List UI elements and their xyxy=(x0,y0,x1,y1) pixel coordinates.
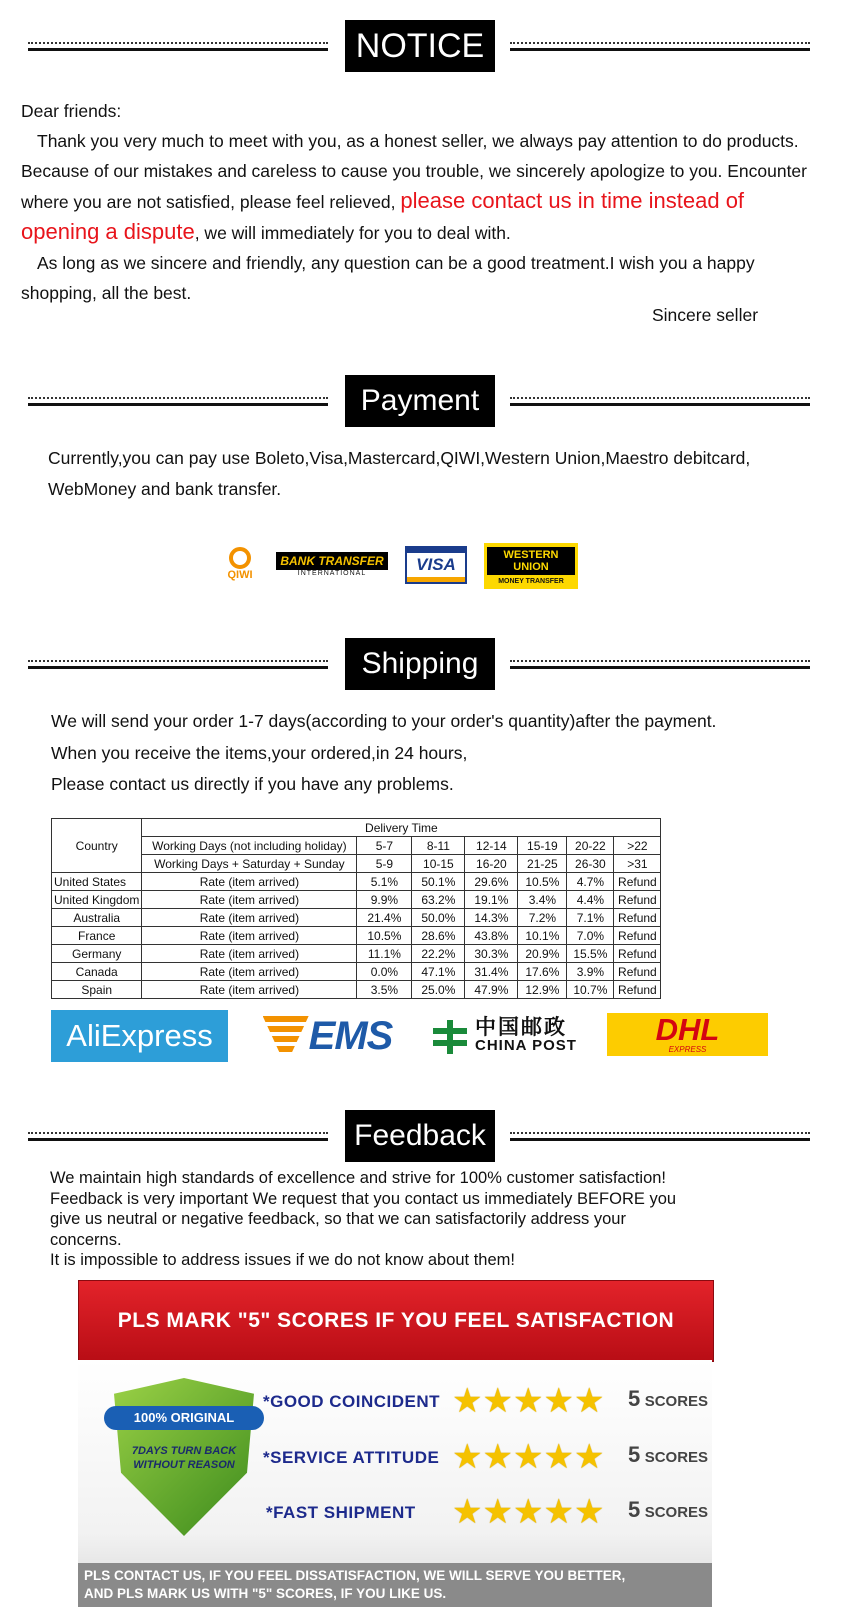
table-header-row xyxy=(52,819,661,837)
rating-label: *FAST SHIPMENT xyxy=(266,1503,416,1522)
table-row: Working Days (not including holiday) 5-7 8-11 12-14 15-19 20-22 >22 xyxy=(52,837,661,855)
greeting: Dear friends: xyxy=(21,101,122,121)
table-row: Working Days + Saturday + Sunday 5-9 10-15 16-20 21-25 26-30 >31 xyxy=(52,855,661,873)
feedback-text: We maintain high standards of excellence and strive for 100% customer satisfaction! Feedback is very important We request that you contact us immediately BEFORE you give us neutral or negative feedback, so that we can satisfactorily address your concerns. It is impossible to address issues if we do not know about them! xyxy=(50,1169,677,1269)
dhl-logo: DHL EXPRESS xyxy=(607,1013,768,1056)
shipping-title: Shipping xyxy=(345,638,495,690)
star-icon: ★ xyxy=(452,1438,483,1476)
payment-title: Payment xyxy=(345,375,495,427)
star-icon: ★ xyxy=(543,1493,574,1531)
shipping-line: We will send your order 1-7 days(according to your order's quantity)after the payment. xyxy=(51,711,717,731)
score: 5 SCORES xyxy=(628,1442,709,1467)
feedback-title: Feedback xyxy=(345,1110,495,1162)
notice-paragraph-1: Thank you very much to meet with you, as a honest seller, we always pay attention to do products. Because of our mistakes and careless to cause you trouble, we sincerely apologize to you. Encounter where you are not satisfied, please feel relieved, xyxy=(21,131,807,212)
payment-header xyxy=(0,375,850,429)
notice-title: NOTICE xyxy=(345,20,495,72)
ems-logo: EMS xyxy=(250,1011,405,1061)
satisfaction-banner: PLS MARK "5" SCORES IF YOU FEEL SATISFACTION xyxy=(78,1280,714,1362)
notice-body xyxy=(21,96,821,308)
western-union-logo: WESTERN UNION MONEY TRANSFER xyxy=(484,543,578,589)
guarantee-badge: 100% ORIGINAL 7DAYS TURN BACK WITHOUT REASON xyxy=(104,1378,264,1548)
delivery-table xyxy=(51,818,661,999)
star-icon: ★ xyxy=(573,1493,605,1531)
star-rating xyxy=(452,1495,604,1529)
aliexpress-logo: AliExpress xyxy=(51,1010,228,1062)
table-row: Germany Rate (item arrived) 11.1% 22.2% 30.3% 20.9% 15.5% Refund xyxy=(52,945,661,963)
shipping-line: When you receive the items,your ordered,in 24 hours, xyxy=(51,742,468,763)
notice-paragraph-2: As long as we sincere and friendly, any question can be a good treatment.I wish you a happy shopping, all the best. xyxy=(21,253,755,303)
star-icon: ★ xyxy=(512,1438,544,1476)
footer-message: PLS CONTACT US, IF YOU FEEL DISSATISFACTION, WE WILL SERVE YOU BETTER, AND PLS MARK US WITH "5" SCORES, IF YOU LIKE US. xyxy=(78,1563,712,1607)
ems-wing-icon xyxy=(263,1016,309,1056)
payment-text: Currently,you can pay use Boleto,Visa,Mastercard,QIWI,Western Union,Maestro debitcard, WebMoney and bank transfer. xyxy=(48,448,751,499)
delivery-time-header: Delivery Time xyxy=(142,819,661,837)
signature: Sincere seller xyxy=(652,305,759,325)
table-row: Spain Rate (item arrived) 3.5% 25.0% 47.9% 12.9% 10.7% Refund xyxy=(52,981,661,999)
star-icon: ★ xyxy=(573,1382,605,1420)
shipping-line: Please contact us directly if you have any problems. xyxy=(51,774,454,794)
visa-logo: VISA xyxy=(405,546,467,584)
star-icon: ★ xyxy=(512,1382,544,1420)
score: 5 SCORES xyxy=(628,1386,709,1411)
star-icon: ★ xyxy=(482,1493,513,1531)
star-icon: ★ xyxy=(543,1382,574,1420)
notice-header xyxy=(0,20,850,74)
table-row: France Rate (item arrived) 10.5% 28.6% 43.8% 10.1% 7.0% Refund xyxy=(52,927,661,945)
star-icon: ★ xyxy=(482,1438,513,1476)
score: 5 SCORES xyxy=(628,1497,709,1522)
feedback-header xyxy=(0,1110,850,1164)
china-post-icon xyxy=(433,1020,467,1054)
table-row: United Kingdom Rate (item arrived) 9.9% 63.2% 19.1% 3.4% 4.4% Refund xyxy=(52,891,661,909)
star-rating xyxy=(452,1384,604,1418)
notice-dispute-warning: please contact us in time instead of opening a dispute xyxy=(21,188,745,244)
star-icon: ★ xyxy=(452,1382,483,1420)
shipping-header xyxy=(0,638,850,692)
shipping-text xyxy=(51,706,841,801)
star-rating xyxy=(452,1440,604,1474)
china-post-logo: 中国邮政 CHINA POST xyxy=(425,1013,585,1061)
star-icon: ★ xyxy=(573,1438,605,1476)
star-icon: ★ xyxy=(543,1438,574,1476)
table-row: Australia Rate (item arrived) 21.4% 50.0% 14.3% 7.2% 7.1% Refund xyxy=(52,909,661,927)
qiwi-icon xyxy=(229,547,251,569)
rating-label: *GOOD COINCIDENT xyxy=(263,1392,441,1411)
country-header: Country xyxy=(52,819,142,873)
bank-transfer-logo: BANK TRANSFER INTERNATIONAL xyxy=(276,550,388,578)
table-row: Canada Rate (item arrived) 0.0% 47.1% 31.4% 17.6% 3.9% Refund xyxy=(52,963,661,981)
star-icon: ★ xyxy=(452,1493,483,1531)
notice-paragraph-1-end: , we will immediately for you to deal with. xyxy=(194,223,511,243)
qiwi-logo: QIWI xyxy=(218,540,262,588)
star-icon: ★ xyxy=(512,1493,544,1531)
table-row: United States Rate (item arrived) 5.1% 50.1% 29.6% 10.5% 4.7% Refund xyxy=(52,873,661,891)
star-icon: ★ xyxy=(482,1382,513,1420)
rating-label: *SERVICE ATTITUDE xyxy=(263,1448,440,1467)
